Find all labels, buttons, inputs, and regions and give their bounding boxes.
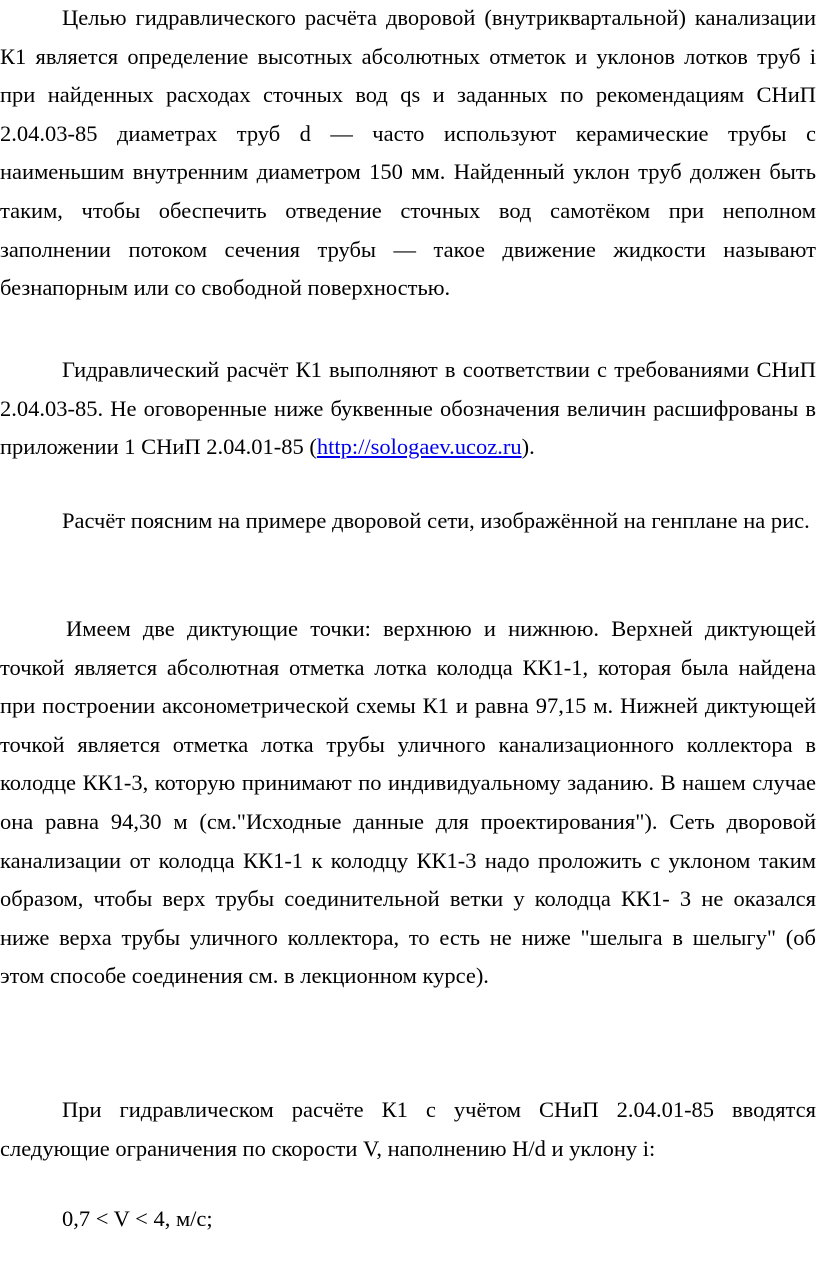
paragraph-requirements-tail: ).	[521, 434, 535, 460]
paragraph-example: Расчёт поясним на примере дворовой сети, изображённой на генплане на рис.	[62, 508, 810, 533]
paragraph-constraints: При гидравлическом расчёте К1 с учётом СНиП 2.04.01-85 вводятся следующие ограничения по скорости V, наполнению H/d и уклону i:	[0, 1097, 816, 1161]
paragraph-requirements	[0, 351, 816, 467]
source-link[interactable]: http://sologaev.ucoz.ru	[316, 434, 522, 460]
paragraph-requirements-text: Гидравлический расчёт К1 выполняют в соответствии с требованиями СНиП 2.04.03-85. Не оговоренные ниже буквенные обозначения величин расшифрованы в приложении 1 СНиП 2.04.01-85 (	[0, 357, 816, 460]
formula-velocity-limit: 0,7 < V < 4, м/с;	[62, 1206, 213, 1231]
paragraph-dictating-points: Имеем две диктующие точки: верхнюю и нижнюю. Верхней диктующей точкой является абсолютная отметка лотка колодца КК1-1, которая была найдена при построении аксонометрической схемы К1 и равна 97,15 м. Нижней диктующей точкой является отметка лотка трубы уличного канализационного коллектора в колодце КК1-3, которую принимают по индивидуальному заданию. В нашем случае она равна 94,30 м (см."Исходные данные для проектирования"). Сеть дворовой канализации от колодца КК1-1 к колодцу КК1-3 надо проложить с уклоном таким образом, чтобы верх трубы соединительной ветки у колодца КК1- 3 не оказался ниже верха трубы уличного коллектора, то есть не ниже "шелыга в шелыгу" (об этом способе соединения см. в лекционном курсе).	[0, 616, 816, 989]
paragraph-purpose: Целью гидравлического расчёта дворовой (внутриквартальной) канализации К1 является определение высотных абсолютных отметок и уклонов лотков труб i при найденных расходах сточных вод qs и заданных по рекомендациям СНиП 2.04.03-85 диаметрах труб d — часто используют керамические трубы с наименьшим внутренним диаметром 150 мм. Найденный уклон труб должен быть таким, чтобы обеспечить отведение сточных вод самотёком при неполном заполнении потоком сечения трубы — такое движение жидкости называют безнапорным или со свободной поверхностью.	[0, 5, 816, 301]
